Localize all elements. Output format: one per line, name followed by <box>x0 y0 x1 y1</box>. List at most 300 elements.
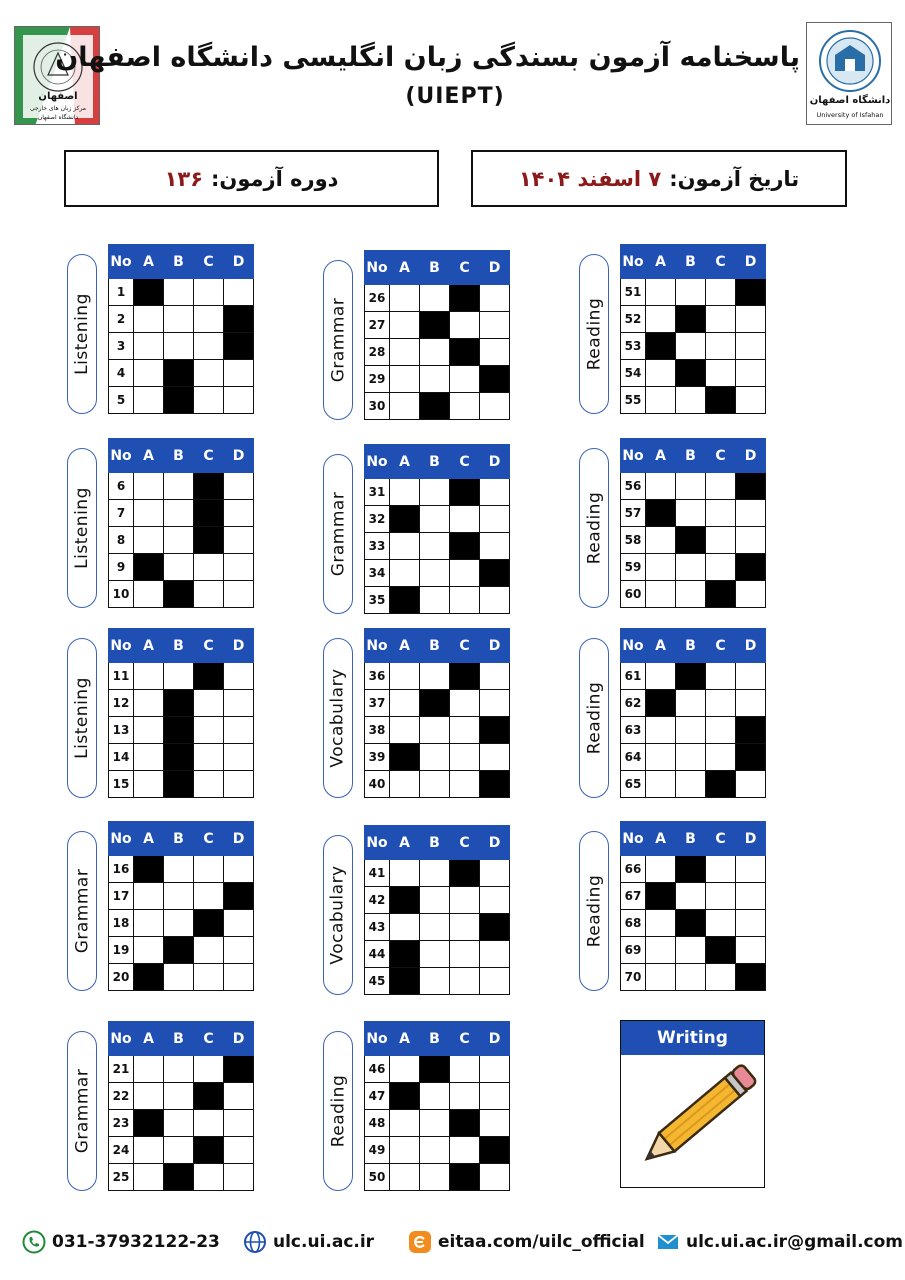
answer-cell <box>390 285 420 312</box>
question-number: 63 <box>621 717 646 744</box>
table-header-row <box>109 245 254 279</box>
answer-cell <box>706 500 736 527</box>
answer-cell <box>224 937 254 964</box>
table-row <box>109 387 254 414</box>
globe-icon <box>243 1230 267 1254</box>
question-number: 54 <box>621 360 646 387</box>
question-number: 37 <box>365 690 390 717</box>
answer-cell-filled <box>676 910 706 937</box>
table-header-row <box>365 1022 510 1056</box>
answer-cell <box>134 360 164 387</box>
section-label-pill <box>323 260 353 420</box>
section-label-pill <box>323 454 353 614</box>
answer-cell <box>194 333 224 360</box>
question-number: 64 <box>621 744 646 771</box>
answer-table-block <box>364 250 510 420</box>
header-option-a: A <box>646 439 676 473</box>
table-row <box>621 883 766 910</box>
table-row <box>109 581 254 608</box>
question-number: 38 <box>365 717 390 744</box>
answer-table-block <box>620 244 766 414</box>
table-row <box>109 717 254 744</box>
table-row <box>365 663 510 690</box>
answer-cell <box>390 663 420 690</box>
answer-cell <box>164 1110 194 1137</box>
answer-cell-filled <box>736 279 766 306</box>
question-number: 70 <box>621 964 646 991</box>
header-option-b: B <box>420 251 450 285</box>
answer-table <box>108 1021 254 1191</box>
header-option-c: C <box>450 629 480 663</box>
header-option-d: D <box>480 445 510 479</box>
table-row <box>109 663 254 690</box>
answer-cell <box>134 387 164 414</box>
answer-cell <box>646 527 676 554</box>
table-row <box>109 279 254 306</box>
question-number: 31 <box>365 479 390 506</box>
header-option-d: D <box>736 822 766 856</box>
question-number: 30 <box>365 393 390 420</box>
answer-cell-filled <box>676 306 706 333</box>
question-number: 28 <box>365 339 390 366</box>
table-row <box>109 964 254 991</box>
answer-cell <box>420 479 450 506</box>
answer-cell <box>450 914 480 941</box>
answer-cell <box>420 1110 450 1137</box>
answer-table <box>620 438 766 608</box>
answer-cell <box>450 506 480 533</box>
table-row <box>109 360 254 387</box>
table-row <box>365 860 510 887</box>
answer-cell <box>134 527 164 554</box>
question-number: 8 <box>109 527 134 554</box>
question-number: 60 <box>621 581 646 608</box>
answer-cell <box>390 1056 420 1083</box>
table-row <box>109 937 254 964</box>
answer-cell-filled <box>706 581 736 608</box>
answer-cell <box>224 500 254 527</box>
table-row <box>621 964 766 991</box>
answer-table-block <box>620 438 766 608</box>
answer-cell <box>676 473 706 500</box>
table-row <box>365 312 510 339</box>
section-label-pill <box>579 638 609 798</box>
answer-table-block <box>108 1021 254 1191</box>
header-option-d: D <box>736 439 766 473</box>
answer-cell-filled <box>736 554 766 581</box>
answer-table <box>108 628 254 798</box>
table-row <box>365 744 510 771</box>
answer-cell-filled <box>164 937 194 964</box>
answer-cell <box>134 581 164 608</box>
phone-icon <box>22 1230 46 1254</box>
answer-cell-filled <box>450 479 480 506</box>
answer-cell <box>194 883 224 910</box>
answer-cell-filled <box>706 937 736 964</box>
answer-cell <box>194 937 224 964</box>
answer-cell <box>194 1110 224 1137</box>
answer-cell <box>224 1137 254 1164</box>
language-center-logo <box>14 26 100 125</box>
answer-cell <box>194 279 224 306</box>
question-number: 6 <box>109 473 134 500</box>
answer-table-block <box>108 628 254 798</box>
answer-cell-filled <box>736 744 766 771</box>
answer-cell <box>390 479 420 506</box>
answer-table <box>108 438 254 608</box>
website-link[interactable]: ulc.ui.ac.ir <box>273 1232 375 1252</box>
header-option-a: A <box>646 629 676 663</box>
answer-cell <box>224 1083 254 1110</box>
logo-left-text-1: اصفهان <box>38 91 78 102</box>
table-row <box>621 771 766 798</box>
answer-cell-filled <box>646 500 676 527</box>
footer-phone <box>22 1230 220 1254</box>
table-row <box>365 339 510 366</box>
answer-cell <box>224 964 254 991</box>
table-row <box>621 500 766 527</box>
answer-cell-filled <box>676 360 706 387</box>
answer-cell-filled <box>646 690 676 717</box>
table-row <box>109 910 254 937</box>
table-header-row <box>109 1022 254 1056</box>
answer-cell-filled <box>194 663 224 690</box>
answer-cell <box>194 856 224 883</box>
table-header-row <box>621 439 766 473</box>
answer-cell <box>480 744 510 771</box>
university-emblem-icon <box>807 23 892 125</box>
answer-cell <box>736 910 766 937</box>
section-label-pill <box>323 1031 353 1191</box>
footer-email <box>656 1230 903 1254</box>
table-row <box>621 663 766 690</box>
answer-cell <box>420 560 450 587</box>
exam-date-label: تاریخ آزمون: <box>669 166 800 191</box>
answer-cell <box>736 581 766 608</box>
header-option-b: B <box>164 629 194 663</box>
header-option-b: B <box>676 245 706 279</box>
table-row <box>365 690 510 717</box>
answer-cell <box>706 717 736 744</box>
question-number: 52 <box>621 306 646 333</box>
answer-cell-filled <box>480 717 510 744</box>
table-row <box>365 533 510 560</box>
answer-cell <box>390 1137 420 1164</box>
section-label: Reading <box>584 681 605 755</box>
answer-cell <box>646 910 676 937</box>
table-row <box>109 690 254 717</box>
question-number: 39 <box>365 744 390 771</box>
answer-cell-filled <box>224 306 254 333</box>
answer-table <box>364 825 510 995</box>
question-number: 49 <box>365 1137 390 1164</box>
header-option-c: C <box>194 439 224 473</box>
logo-left-text-3: دانشگاه اصفهان <box>37 114 79 121</box>
email-link[interactable]: ulc.ui.ac.ir@gmail.com <box>686 1232 904 1252</box>
answer-cell <box>480 533 510 560</box>
header-no: No <box>109 439 134 473</box>
table-row <box>109 744 254 771</box>
answer-cell-filled <box>736 717 766 744</box>
answer-cell <box>706 527 736 554</box>
answer-cell <box>480 312 510 339</box>
answer-cell <box>224 717 254 744</box>
section-label-pill <box>67 831 97 991</box>
question-number: 2 <box>109 306 134 333</box>
answer-cell-filled <box>706 771 736 798</box>
table-row <box>365 1083 510 1110</box>
header-no: No <box>365 826 390 860</box>
header-no: No <box>109 1022 134 1056</box>
answer-cell <box>224 690 254 717</box>
question-number: 18 <box>109 910 134 937</box>
answer-cell <box>480 968 510 995</box>
answer-cell <box>450 717 480 744</box>
answer-cell-filled <box>164 690 194 717</box>
answer-cell <box>420 968 450 995</box>
table-row <box>365 914 510 941</box>
section-label-pill <box>67 638 97 798</box>
header-option-a: A <box>390 629 420 663</box>
answer-cell-filled <box>194 1083 224 1110</box>
answer-cell <box>164 856 194 883</box>
answer-cell <box>646 387 676 414</box>
table-header-row <box>621 629 766 663</box>
header-option-d: D <box>736 245 766 279</box>
header-option-a: A <box>134 1022 164 1056</box>
answer-cell <box>224 910 254 937</box>
answer-cell <box>134 910 164 937</box>
answer-cell-filled <box>676 663 706 690</box>
header-no: No <box>109 629 134 663</box>
question-number: 69 <box>621 937 646 964</box>
question-number: 16 <box>109 856 134 883</box>
table-row <box>109 883 254 910</box>
answer-cell <box>224 856 254 883</box>
header-no: No <box>621 822 646 856</box>
answer-cell <box>706 279 736 306</box>
header-no: No <box>365 251 390 285</box>
table-row <box>109 771 254 798</box>
answer-cell <box>134 937 164 964</box>
answer-cell <box>480 860 510 887</box>
answer-cell <box>164 279 194 306</box>
table-row <box>621 387 766 414</box>
header-option-a: A <box>134 439 164 473</box>
table-row <box>365 771 510 798</box>
header-no: No <box>621 439 646 473</box>
header-option-b: B <box>164 822 194 856</box>
answer-cell <box>646 473 676 500</box>
answer-cell <box>736 360 766 387</box>
section-label: Grammar <box>72 868 93 954</box>
answer-cell-filled <box>480 366 510 393</box>
header-option-a: A <box>134 245 164 279</box>
answer-cell <box>134 473 164 500</box>
section-label-pill <box>67 448 97 608</box>
table-row <box>365 285 510 312</box>
answer-cell-filled <box>164 771 194 798</box>
answer-cell <box>676 744 706 771</box>
header-option-c: C <box>706 439 736 473</box>
table-row <box>621 690 766 717</box>
answer-cell <box>194 360 224 387</box>
answer-cell <box>646 964 676 991</box>
answer-cell-filled <box>164 744 194 771</box>
answer-cell <box>420 941 450 968</box>
table-row <box>365 941 510 968</box>
answer-cell-filled <box>450 1110 480 1137</box>
question-number: 50 <box>365 1164 390 1191</box>
answer-cell <box>480 1164 510 1191</box>
table-row <box>365 479 510 506</box>
answer-cell <box>390 393 420 420</box>
section-label: Reading <box>584 874 605 948</box>
answer-cell <box>134 1056 164 1083</box>
answer-table <box>364 628 510 798</box>
header-option-d: D <box>224 629 254 663</box>
answer-cell <box>194 306 224 333</box>
answer-cell <box>736 937 766 964</box>
answer-cell <box>194 717 224 744</box>
university-name-en: University of Isfahan <box>816 111 884 119</box>
section-label: Grammar <box>328 297 349 383</box>
answer-cell <box>646 663 676 690</box>
answer-cell <box>390 560 420 587</box>
answer-cell-filled <box>390 587 420 614</box>
header-option-d: D <box>224 822 254 856</box>
question-number: 17 <box>109 883 134 910</box>
eitaa-link[interactable]: eitaa.com/uilc_official <box>438 1232 645 1252</box>
section-label: Vocabulary <box>328 865 349 965</box>
answer-cell <box>134 771 164 798</box>
answer-cell <box>676 500 706 527</box>
question-number: 12 <box>109 690 134 717</box>
answer-cell <box>224 360 254 387</box>
answer-cell <box>164 1056 194 1083</box>
table-header-row <box>109 439 254 473</box>
header-option-a: A <box>390 445 420 479</box>
answer-cell <box>736 663 766 690</box>
answer-cell-filled <box>420 393 450 420</box>
answer-table-block <box>620 628 766 798</box>
table-header-row <box>621 245 766 279</box>
answer-cell <box>450 312 480 339</box>
answer-cell <box>676 581 706 608</box>
page-title: پاسخنامه آزمون بسندگی زبان انگلیسی دانشگاه اصفهان <box>55 42 800 73</box>
answer-cell <box>134 883 164 910</box>
answer-cell <box>420 506 450 533</box>
exam-term-value: ۱۳۶ <box>164 166 204 191</box>
answer-cell <box>134 333 164 360</box>
answer-cell <box>450 587 480 614</box>
answer-cell <box>420 771 450 798</box>
table-row <box>621 856 766 883</box>
table-row <box>109 1083 254 1110</box>
answer-cell <box>480 941 510 968</box>
answer-cell <box>164 964 194 991</box>
header-no: No <box>109 245 134 279</box>
header-option-b: B <box>164 245 194 279</box>
section-label: Grammar <box>328 491 349 577</box>
phone-number: 031-37932122-23 <box>52 1232 220 1252</box>
question-number: 35 <box>365 587 390 614</box>
answer-cell <box>390 690 420 717</box>
answer-cell <box>480 1110 510 1137</box>
answer-cell <box>420 887 450 914</box>
answer-cell <box>194 1164 224 1191</box>
answer-cell-filled <box>420 1056 450 1083</box>
answer-cell-filled <box>450 860 480 887</box>
question-number: 57 <box>621 500 646 527</box>
answer-cell <box>134 1137 164 1164</box>
university-name-fa: دانشگاه اصفهان <box>809 95 891 106</box>
header-option-d: D <box>224 439 254 473</box>
answer-cell <box>480 393 510 420</box>
answer-cell-filled <box>390 887 420 914</box>
table-row <box>365 1056 510 1083</box>
answer-cell <box>646 581 676 608</box>
answer-cell <box>450 1083 480 1110</box>
answer-cell-filled <box>420 312 450 339</box>
question-number: 48 <box>365 1110 390 1137</box>
question-number: 25 <box>109 1164 134 1191</box>
answer-cell <box>224 744 254 771</box>
answer-cell <box>706 333 736 360</box>
section-label: Listening <box>72 293 92 375</box>
answer-cell <box>164 554 194 581</box>
answer-cell <box>706 690 736 717</box>
question-number: 67 <box>621 883 646 910</box>
answer-cell-filled <box>480 1137 510 1164</box>
answer-cell <box>420 1137 450 1164</box>
header-option-b: B <box>164 1022 194 1056</box>
answer-cell <box>194 744 224 771</box>
answer-cell-filled <box>480 560 510 587</box>
table-row <box>109 554 254 581</box>
question-number: 59 <box>621 554 646 581</box>
answer-table <box>108 821 254 991</box>
answer-cell-filled <box>164 1164 194 1191</box>
answer-cell <box>420 587 450 614</box>
answer-cell <box>480 887 510 914</box>
table-row <box>109 333 254 360</box>
answer-cell-filled <box>676 856 706 883</box>
answer-table-block <box>364 1021 510 1191</box>
section-label: Reading <box>584 491 605 565</box>
answer-cell <box>194 554 224 581</box>
question-number: 23 <box>109 1110 134 1137</box>
answer-cell-filled <box>134 279 164 306</box>
header-no: No <box>621 245 646 279</box>
header-option-b: B <box>420 445 450 479</box>
answer-cell-filled <box>390 968 420 995</box>
table-header-row <box>365 826 510 860</box>
answer-cell <box>736 500 766 527</box>
footer-website <box>243 1230 374 1254</box>
answer-table-block <box>620 821 766 991</box>
answer-table <box>364 250 510 420</box>
question-number: 42 <box>365 887 390 914</box>
answer-table <box>620 244 766 414</box>
question-number: 66 <box>621 856 646 883</box>
answer-cell <box>646 279 676 306</box>
answer-cell-filled <box>706 387 736 414</box>
question-number: 3 <box>109 333 134 360</box>
header-no: No <box>365 629 390 663</box>
answer-cell <box>164 663 194 690</box>
question-number: 14 <box>109 744 134 771</box>
